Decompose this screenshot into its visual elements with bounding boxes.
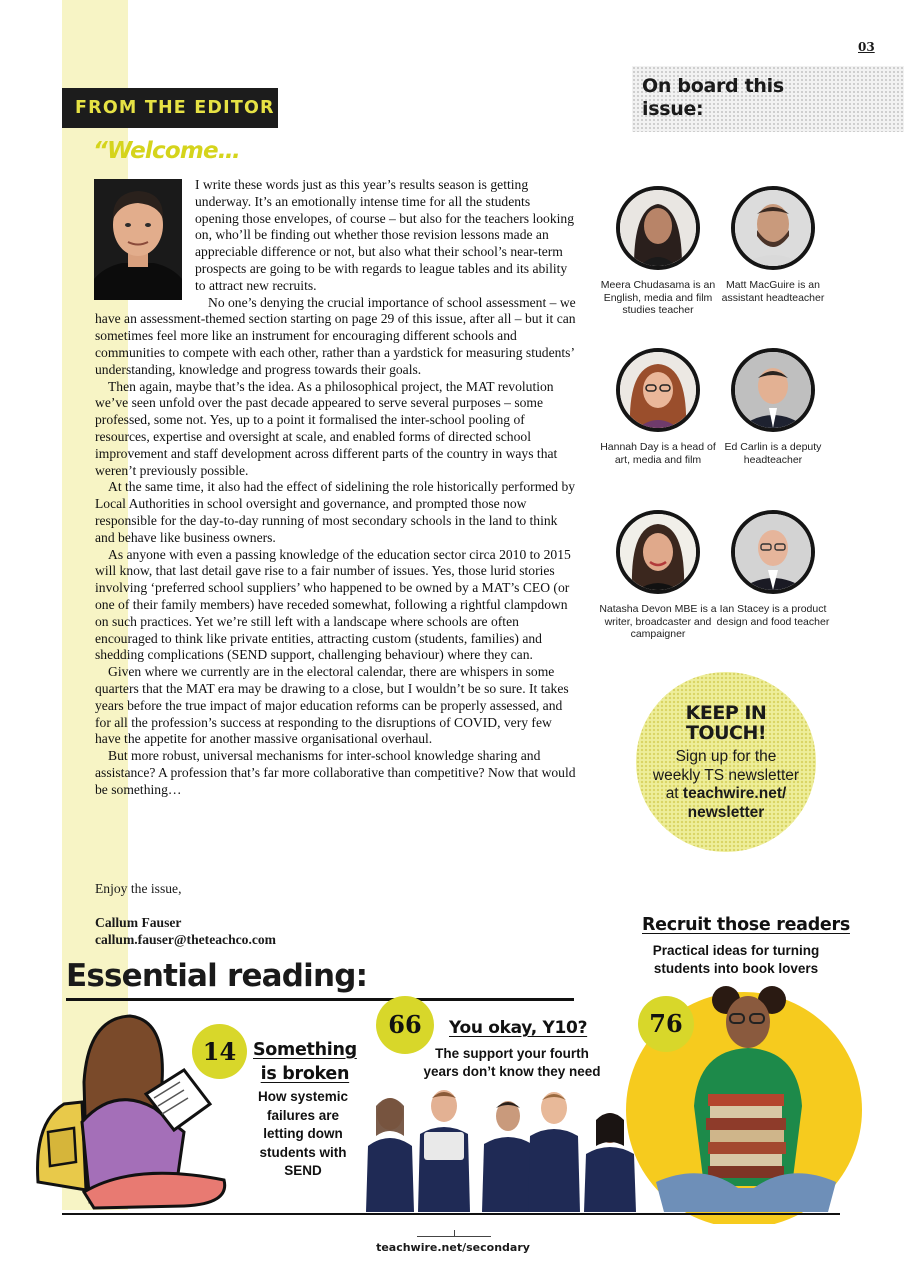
editor-email[interactable]: callum.fauser@theteachco.com bbox=[95, 932, 277, 947]
contributor-caption: Meera Chudasama is an English, media and film studies teacher bbox=[600, 279, 716, 317]
contributor-caption: Hannah Day is a head of art, media and film bbox=[600, 441, 716, 466]
contributor-caption: Ed Carlin is a deputy headteacher bbox=[724, 441, 822, 466]
letter-paragraph: But more robust, universal mechanisms for inter-school knowledge sharing and assistance? A profession that’s far more collaborative than competitive? Now that would be something… bbox=[95, 748, 576, 797]
feature-title-recruit-those-readers[interactable]: Recruit those readers bbox=[642, 915, 850, 935]
feature-subtitle: How systemic failures are letting down students with SEND bbox=[257, 1089, 349, 1178]
contributor-photo bbox=[616, 510, 700, 594]
heading-rule bbox=[66, 998, 574, 1001]
contributor-photo bbox=[616, 348, 700, 432]
onboard-title: On board this issue: bbox=[642, 75, 784, 120]
students-photo bbox=[358, 1086, 654, 1212]
letter-paragraph: As anyone with even a passing knowledge of the education sector circa 2010 to 2015 will know, that last detail gave rise to a fair number of issues. Yes, those lurid stories involving ‘preferred school suppliers’ who happened to be owned by a MAT’s CEO (or one of their family members) have receded somewhat, following a rightful clampdown on such practices. Yet we’re still left with a landscape where schools are often encouraged to think like private entities, attracting custom (students, families) and shedding complications (SEND support, challenging behaviour) where they can. bbox=[95, 546, 571, 663]
feature-subtitle: Practical ideas for turning students into book lovers bbox=[652, 943, 820, 976]
newsletter-title: KEEP IN TOUCH! bbox=[685, 702, 767, 744]
feature-title-something-is-broken[interactable]: Something is broken bbox=[253, 1040, 357, 1084]
contributor-caption: Ian Stacey is a product design and food teacher bbox=[716, 603, 830, 628]
contributor-photo bbox=[731, 348, 815, 432]
section-tag: FROM THE EDITOR bbox=[62, 88, 278, 128]
contributor-photo bbox=[731, 510, 815, 594]
letter-paragraph: Then again, maybe that’s the idea. As a philosophical project, the MAT revolution we’ve seen unfold over the past decade appeared to serve several purposes – some professed, some not. Yes, up to a point it formalised the inter-school pooling of resources, expertise and oversight at scale, and enabled forms of directed school improvement and staff development across different parts of the country in ways that weren’t previously possible. bbox=[95, 378, 558, 478]
editor-letter bbox=[95, 177, 577, 798]
contributor-card bbox=[597, 186, 719, 317]
newsletter-link[interactable]: teachwire.net/ bbox=[682, 785, 787, 802]
feature-subtitle: The support your fourth years don’t know they need bbox=[423, 1046, 601, 1079]
contributor-caption: Natasha Devon MBE is a writer, broadcaster and campaigner bbox=[599, 603, 717, 641]
contributor-card bbox=[712, 510, 834, 628]
letter-paragraph: No one’s denying the crucial importance of school assessment – we have an assessment-themed section starting on page 29 of this issue, after all – but it can sometimes feel more like an instrument for encouraging different schools and communities to compete with each other, rather than a yardstick for measuring students’ understanding, knowledge and progress towards their goals. bbox=[95, 294, 576, 377]
essential-reading-heading: Essential reading: bbox=[66, 958, 368, 994]
newsletter-text: Sign up for the weekly TS newsletter at teachwire.net/ newsletter bbox=[652, 748, 800, 821]
newsletter-link[interactable]: newsletter bbox=[687, 803, 765, 821]
letter-paragraph: I write these words just as this year’s results season is getting underway. It’s an emotionally intense time for all the students opening those envelopes, of course – but also for the teachers looking on, who’ll be finding out whether those revision lessons made an appreciable difference or not, but also what their school’s near-term prospects are going to be with regards to league tables and its ability to attract new recruits. bbox=[195, 177, 575, 293]
page-badge-14: 14 bbox=[192, 1024, 247, 1079]
letter-paragraph: Given where we currently are in the electoral calendar, there are whispers in some quarters that the MAT era may be drawing to a close, but I wouldn’t be so sure. It takes years before the true impact of major education reforms can be properly assessed, and for all the profession’s success at responding to the disruptions of COVID, very few have the appetite for another massive organisational overhaul. bbox=[95, 664, 569, 747]
page-number: 03 bbox=[858, 40, 875, 54]
bottom-rule bbox=[62, 1213, 840, 1215]
closing-line: Enjoy the issue, bbox=[95, 881, 182, 896]
page-badge-76: 76 bbox=[638, 996, 694, 1052]
signoff bbox=[95, 880, 276, 948]
welcome-heading: “Welcome… bbox=[93, 138, 240, 164]
contributor-caption: Matt MacGuire is an assistant headteacher bbox=[721, 279, 825, 304]
contributor-card bbox=[712, 186, 834, 304]
feature-title-you-okay-y10[interactable]: You okay, Y10? bbox=[449, 1018, 588, 1038]
footer-tick bbox=[454, 1230, 455, 1237]
contributor-card bbox=[597, 510, 719, 641]
footer-url[interactable]: teachwire.net/secondary bbox=[376, 1241, 530, 1254]
contributor-photo bbox=[616, 186, 700, 270]
contributor-card bbox=[712, 348, 834, 466]
editor-name: Callum Fauser bbox=[95, 915, 182, 930]
page-badge-66: 66 bbox=[376, 996, 434, 1054]
contributor-card bbox=[597, 348, 719, 466]
letter-paragraph: At the same time, it also had the effect of sidelining the role historically performed by Local Authorities in school oversight and governance, and prompted those now responsible for the day-to-day running of most secondary schools in the land to think and behave like business owners. bbox=[95, 479, 576, 545]
contributor-photo bbox=[731, 186, 815, 270]
